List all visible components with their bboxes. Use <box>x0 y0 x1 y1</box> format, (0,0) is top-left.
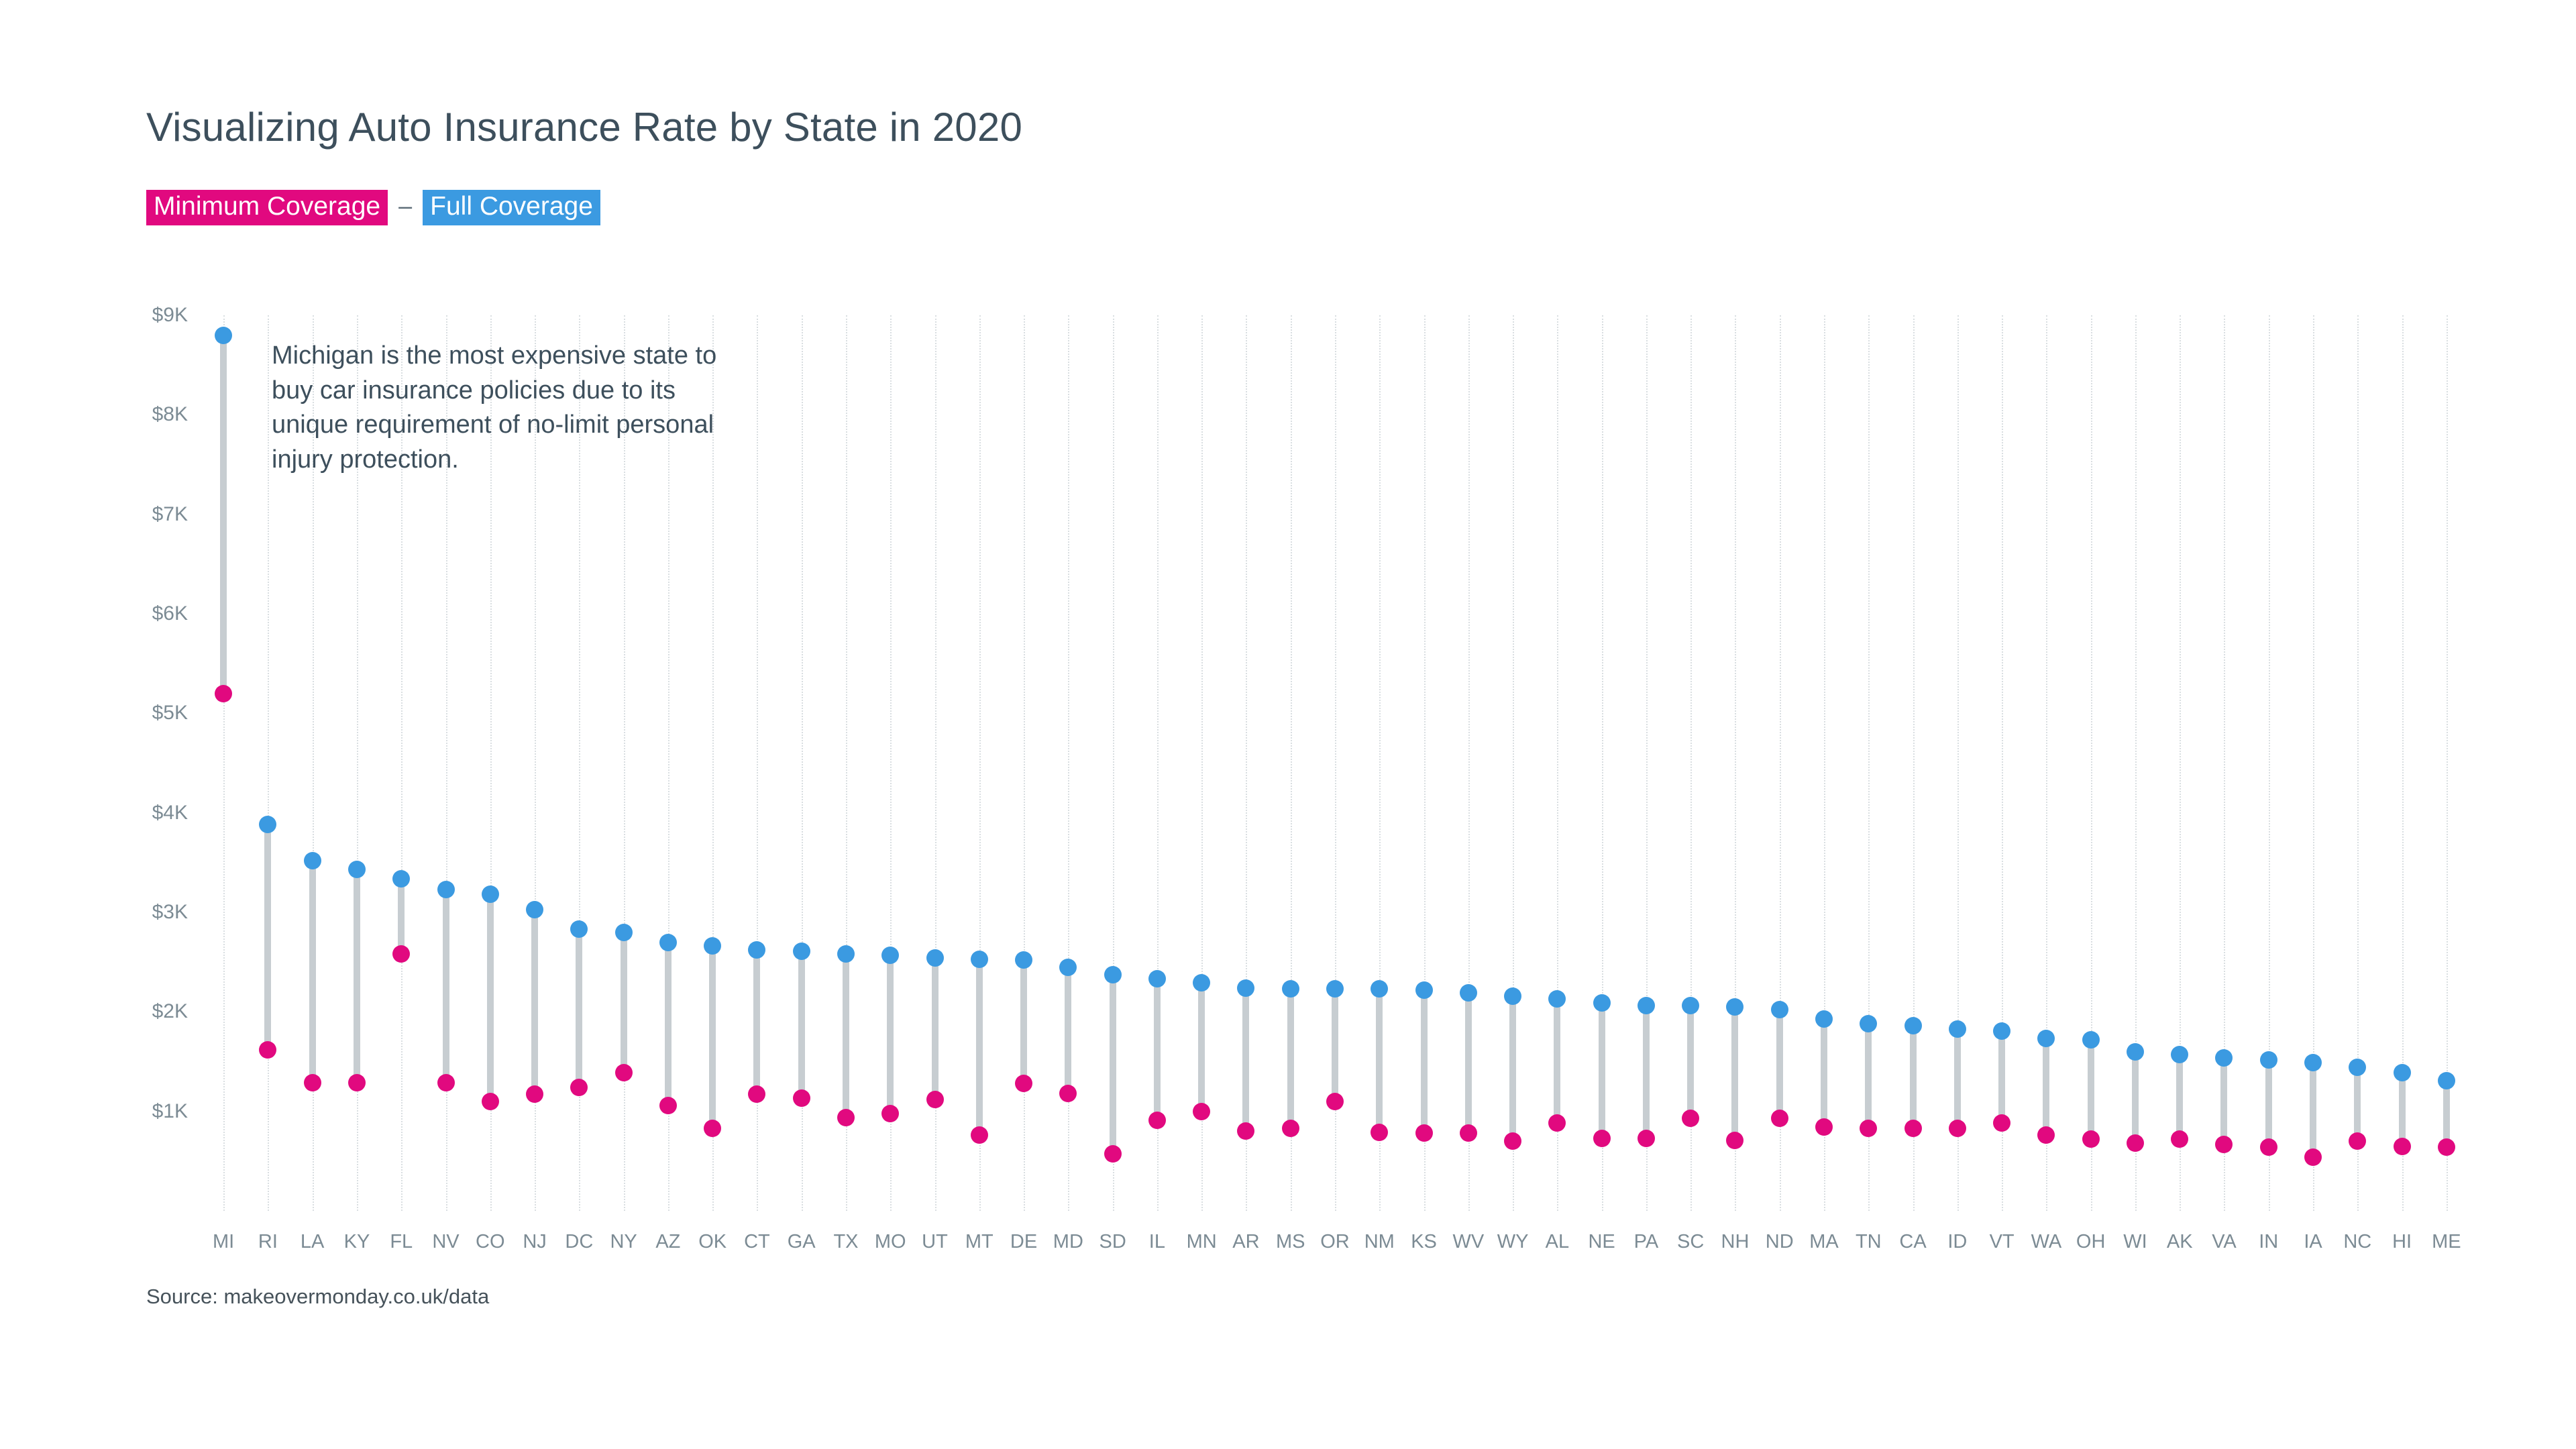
data-point-full-coverage[interactable] <box>1726 998 1743 1016</box>
x-axis-tick-label: IA <box>2304 1231 2322 1252</box>
legend-separator: – <box>398 191 413 219</box>
data-point-full-coverage[interactable] <box>215 327 232 344</box>
x-axis-tick-label: VA <box>2212 1231 2237 1252</box>
data-point-minimum-coverage[interactable] <box>971 1126 988 1144</box>
x-axis-tick-label: MS <box>1275 1231 1305 1252</box>
data-point-full-coverage[interactable] <box>1237 979 1254 997</box>
range-connector <box>2265 1060 2272 1148</box>
data-point-minimum-coverage[interactable] <box>1193 1103 1210 1120</box>
data-point-full-coverage[interactable] <box>1104 966 1122 983</box>
data-point-minimum-coverage[interactable] <box>1593 1130 1611 1147</box>
data-point-minimum-coverage[interactable] <box>1682 1110 1699 1127</box>
x-axis-tick-label: SD <box>1099 1231 1126 1252</box>
data-point-full-coverage[interactable] <box>2394 1064 2411 1081</box>
data-point-full-coverage[interactable] <box>926 949 944 967</box>
data-point-minimum-coverage[interactable] <box>1371 1124 1388 1141</box>
data-point-minimum-coverage[interactable] <box>1326 1093 1344 1110</box>
range-connector <box>843 954 849 1117</box>
range-connector <box>621 932 627 1073</box>
category-gridline <box>268 315 269 1211</box>
x-axis-tick-label: SC <box>1677 1231 1705 1252</box>
data-point-minimum-coverage[interactable] <box>659 1097 677 1114</box>
data-point-minimum-coverage[interactable] <box>2037 1126 2055 1144</box>
data-point-full-coverage[interactable] <box>1059 959 1077 976</box>
data-point-minimum-coverage[interactable] <box>392 945 410 963</box>
range-connector <box>1376 989 1383 1132</box>
data-point-minimum-coverage[interactable] <box>881 1105 899 1122</box>
range-connector <box>1954 1029 1961 1128</box>
y-axis-tick-label: $2K <box>152 1000 188 1023</box>
range-connector <box>1865 1024 1872 1128</box>
data-point-full-coverage[interactable] <box>1771 1001 1788 1018</box>
data-point-minimum-coverage[interactable] <box>837 1109 855 1126</box>
range-connector <box>1821 1019 1827 1128</box>
data-point-minimum-coverage[interactable] <box>615 1064 633 1081</box>
data-point-full-coverage[interactable] <box>2260 1051 2277 1069</box>
chart-legend <box>146 190 600 225</box>
x-axis-tick-label: PA <box>1633 1231 1659 1252</box>
data-point-full-coverage[interactable] <box>1548 990 1566 1008</box>
range-connector <box>2176 1055 2183 1139</box>
x-axis-tick-label: NY <box>610 1231 637 1252</box>
x-axis-tick-label: CA <box>1899 1231 1927 1252</box>
data-point-minimum-coverage[interactable] <box>437 1074 455 1091</box>
data-point-full-coverage[interactable] <box>837 945 855 963</box>
range-connector <box>709 946 716 1128</box>
y-axis-tick-label: $1K <box>152 1099 188 1122</box>
data-point-full-coverage[interactable] <box>259 816 276 833</box>
data-point-minimum-coverage[interactable] <box>1815 1118 1833 1136</box>
y-axis-tick-label: $7K <box>152 502 188 525</box>
data-point-full-coverage[interactable] <box>1949 1020 1966 1038</box>
range-connector <box>2220 1058 2227 1144</box>
range-connector <box>887 955 894 1114</box>
source-note: Source: makeovermonday.co.uk/data <box>146 1285 490 1308</box>
x-axis-tick-label: DC <box>565 1231 594 1252</box>
data-point-minimum-coverage[interactable] <box>1237 1122 1254 1140</box>
range-connector <box>309 861 316 1083</box>
data-point-minimum-coverage[interactable] <box>704 1120 721 1137</box>
x-axis-tick-label: NE <box>1588 1231 1615 1252</box>
data-point-full-coverage[interactable] <box>2171 1046 2188 1063</box>
data-point-full-coverage[interactable] <box>1593 994 1611 1012</box>
range-connector <box>1998 1031 2005 1124</box>
data-point-full-coverage[interactable] <box>392 870 410 888</box>
data-point-minimum-coverage[interactable] <box>1548 1114 1566 1132</box>
range-connector <box>2132 1052 2139 1143</box>
data-point-full-coverage[interactable] <box>526 901 543 918</box>
range-connector <box>2088 1040 2094 1139</box>
data-point-minimum-coverage[interactable] <box>2260 1138 2277 1156</box>
x-axis-tick-label: LA <box>300 1231 325 1252</box>
x-axis-tick-label: WI <box>2123 1231 2147 1252</box>
x-axis-tick-label: HI <box>2392 1231 2412 1252</box>
y-axis-tick-label: $6K <box>152 602 188 625</box>
range-connector <box>976 959 983 1136</box>
data-point-full-coverage[interactable] <box>704 937 721 955</box>
data-point-full-coverage[interactable] <box>1148 970 1166 987</box>
data-point-minimum-coverage[interactable] <box>926 1091 944 1108</box>
range-connector <box>1465 993 1472 1133</box>
x-axis-tick-label: MT <box>965 1231 994 1252</box>
x-axis-tick-label: AR <box>1232 1231 1260 1252</box>
data-point-minimum-coverage[interactable] <box>1860 1120 1877 1137</box>
data-point-minimum-coverage[interactable] <box>1904 1120 1922 1137</box>
x-axis-tick-label: ND <box>1765 1231 1794 1252</box>
data-point-full-coverage[interactable] <box>1815 1010 1833 1028</box>
range-connector <box>398 879 405 955</box>
range-connector <box>1599 1003 1605 1138</box>
range-connector <box>576 929 582 1087</box>
data-point-full-coverage[interactable] <box>1860 1015 1877 1032</box>
data-point-full-coverage[interactable] <box>1371 980 1388 998</box>
data-point-full-coverage[interactable] <box>437 881 455 898</box>
range-connector <box>798 951 805 1099</box>
x-axis-tick-label: IL <box>1148 1231 1165 1252</box>
data-point-minimum-coverage[interactable] <box>1104 1145 1122 1163</box>
data-point-full-coverage[interactable] <box>570 920 588 938</box>
y-axis-tick-label: $9K <box>152 304 188 326</box>
data-point-minimum-coverage[interactable] <box>1726 1132 1743 1149</box>
y-axis-tick-label: $4K <box>152 801 188 824</box>
data-point-minimum-coverage[interactable] <box>2349 1132 2366 1150</box>
range-connector <box>531 910 538 1095</box>
range-connector <box>1154 979 1161 1120</box>
range-connector <box>2310 1063 2316 1157</box>
x-axis-tick-label: NV <box>432 1231 460 1252</box>
data-point-minimum-coverage[interactable] <box>1415 1124 1433 1142</box>
data-point-full-coverage[interactable] <box>1638 997 1655 1014</box>
range-connector <box>443 890 449 1083</box>
annotation-text: Michigan is the most expensive state to buy car insurance policies due to its unique requirement of no-limit personal injury protection. <box>272 341 717 474</box>
range-connector <box>1554 999 1560 1123</box>
x-axis-tick-label: MD <box>1053 1231 1083 1252</box>
range-connector <box>1687 1006 1694 1118</box>
data-point-full-coverage[interactable] <box>1015 951 1032 969</box>
x-axis-tick-label: UT <box>922 1231 948 1252</box>
x-axis-tick-label: MO <box>874 1231 906 1252</box>
data-point-minimum-coverage[interactable] <box>1993 1114 2010 1132</box>
data-point-full-coverage[interactable] <box>1326 980 1344 998</box>
data-point-full-coverage[interactable] <box>748 941 765 959</box>
data-point-minimum-coverage[interactable] <box>1282 1120 1299 1137</box>
data-point-full-coverage[interactable] <box>971 951 988 968</box>
y-axis-tick-label: $5K <box>152 702 188 724</box>
x-axis-tick-label: MI <box>213 1231 235 1252</box>
data-point-minimum-coverage[interactable] <box>1015 1075 1032 1092</box>
x-axis-tick-label: IN <box>2259 1231 2279 1252</box>
x-axis-tick-label: ME <box>2432 1231 2461 1252</box>
data-point-full-coverage[interactable] <box>1282 980 1299 998</box>
data-point-full-coverage[interactable] <box>348 861 366 878</box>
x-axis-tick-label: OR <box>1320 1231 1350 1252</box>
y-axis-tick-label: $8K <box>152 403 188 426</box>
x-axis-tick-label: WV <box>1452 1231 1485 1252</box>
range-connector <box>2443 1081 2450 1147</box>
range-connector <box>1198 983 1205 1111</box>
x-axis-tick-label: AZ <box>655 1231 681 1252</box>
data-point-minimum-coverage[interactable] <box>2171 1130 2188 1148</box>
range-connector <box>1776 1010 1783 1118</box>
data-point-full-coverage[interactable] <box>2304 1054 2322 1071</box>
data-point-minimum-coverage[interactable] <box>793 1089 810 1107</box>
x-axis-tick-label: KS <box>1411 1231 1437 1252</box>
data-point-full-coverage[interactable] <box>2438 1072 2455 1089</box>
data-point-full-coverage[interactable] <box>1460 984 1477 1002</box>
page-title: Visualizing Auto Insurance Rate by State in 2020 <box>146 105 1023 150</box>
y-axis-tick-label: $3K <box>152 901 188 923</box>
data-point-minimum-coverage[interactable] <box>2082 1130 2100 1148</box>
data-point-minimum-coverage[interactable] <box>304 1074 321 1091</box>
data-point-full-coverage[interactable] <box>2127 1043 2144 1061</box>
data-point-full-coverage[interactable] <box>2037 1030 2055 1047</box>
data-point-minimum-coverage[interactable] <box>570 1079 588 1096</box>
data-point-full-coverage[interactable] <box>2215 1049 2233 1067</box>
data-point-minimum-coverage[interactable] <box>2215 1136 2233 1153</box>
data-point-full-coverage[interactable] <box>482 885 499 903</box>
x-axis-tick-label: VT <box>1989 1231 2015 1252</box>
data-point-minimum-coverage[interactable] <box>1504 1132 1521 1150</box>
range-connector <box>932 958 938 1099</box>
data-point-minimum-coverage[interactable] <box>1059 1085 1077 1102</box>
x-axis-tick-label: DE <box>1010 1231 1038 1252</box>
range-connector <box>264 824 271 1049</box>
x-axis-tick-label: NC <box>2343 1231 2372 1252</box>
x-axis-tick-label: WY <box>1497 1231 1529 1252</box>
x-axis-tick-label: ID <box>1947 1231 1968 1252</box>
x-axis-tick-label: KY <box>343 1231 370 1252</box>
x-axis-tick-label: CT <box>744 1231 770 1252</box>
range-connector <box>220 335 227 694</box>
data-point-minimum-coverage[interactable] <box>482 1093 499 1110</box>
range-connector <box>354 869 360 1082</box>
data-point-minimum-coverage[interactable] <box>2394 1138 2411 1155</box>
data-point-full-coverage[interactable] <box>659 934 677 951</box>
data-point-minimum-coverage[interactable] <box>526 1085 543 1103</box>
range-connector <box>1020 960 1027 1083</box>
data-point-minimum-coverage[interactable] <box>1148 1112 1166 1129</box>
data-point-full-coverage[interactable] <box>1504 987 1521 1005</box>
x-axis-tick-label: NM <box>1364 1231 1395 1252</box>
range-connector <box>487 894 494 1102</box>
data-point-full-coverage[interactable] <box>1904 1017 1922 1034</box>
x-axis-tick-label: MA <box>1809 1231 1839 1252</box>
range-connector <box>1242 988 1249 1132</box>
x-axis-tick-label: MN <box>1186 1231 1217 1252</box>
range-connector <box>1065 967 1071 1093</box>
data-point-minimum-coverage[interactable] <box>1460 1124 1477 1142</box>
range-connector <box>665 943 672 1106</box>
x-axis-tick-label: NJ <box>523 1231 547 1252</box>
data-point-full-coverage[interactable] <box>2349 1059 2366 1076</box>
data-point-full-coverage[interactable] <box>881 947 899 964</box>
x-axis-tick-label: AL <box>1545 1231 1570 1252</box>
x-axis-tick-label: AK <box>2166 1231 2193 1252</box>
range-connector <box>1110 975 1116 1154</box>
x-axis-tick-label: FL <box>390 1231 413 1252</box>
data-point-full-coverage[interactable] <box>793 943 810 960</box>
range-connector <box>1731 1007 1738 1140</box>
range-connector <box>1910 1026 1917 1128</box>
data-point-minimum-coverage[interactable] <box>2127 1134 2144 1152</box>
x-axis-tick-label: WA <box>2031 1231 2062 1252</box>
x-axis-tick-label: NH <box>1721 1231 1750 1252</box>
x-axis-tick-label: OK <box>698 1231 727 1252</box>
range-connector <box>2043 1038 2049 1135</box>
range-connector <box>2354 1067 2361 1141</box>
x-axis-tick-label: RI <box>258 1231 278 1252</box>
x-axis-tick-label: TN <box>1855 1231 1882 1252</box>
range-connector <box>1332 989 1338 1102</box>
legend-item-full-coverage[interactable]: Full Coverage <box>423 190 600 225</box>
data-point-full-coverage[interactable] <box>1193 974 1210 991</box>
data-point-full-coverage[interactable] <box>2082 1031 2100 1049</box>
range-connector <box>2399 1073 2406 1146</box>
data-point-minimum-coverage[interactable] <box>259 1041 276 1059</box>
data-point-minimum-coverage[interactable] <box>1949 1120 1966 1137</box>
data-point-full-coverage[interactable] <box>304 852 321 869</box>
data-point-full-coverage[interactable] <box>1682 997 1699 1014</box>
x-axis-tick-label: OH <box>2076 1231 2106 1252</box>
data-point-full-coverage[interactable] <box>615 924 633 941</box>
x-axis-tick-label: CO <box>476 1231 505 1252</box>
data-point-full-coverage[interactable] <box>1415 981 1433 999</box>
x-axis-tick-label: GA <box>787 1231 816 1252</box>
x-axis-tick-label: TX <box>833 1231 859 1252</box>
data-point-minimum-coverage[interactable] <box>2438 1138 2455 1156</box>
data-point-minimum-coverage[interactable] <box>348 1074 366 1091</box>
data-point-minimum-coverage[interactable] <box>1771 1110 1788 1127</box>
range-connector <box>1421 990 1428 1134</box>
legend-item-minimum-coverage[interactable]: Minimum Coverage <box>146 190 388 225</box>
range-connector <box>1509 996 1516 1142</box>
data-point-minimum-coverage[interactable] <box>748 1085 765 1103</box>
data-point-minimum-coverage[interactable] <box>215 685 232 702</box>
data-point-full-coverage[interactable] <box>1993 1022 2010 1040</box>
range-connector <box>753 950 760 1094</box>
range-connector <box>1287 989 1294 1128</box>
data-point-minimum-coverage[interactable] <box>2304 1148 2322 1166</box>
range-connector <box>1643 1006 1650 1138</box>
data-point-minimum-coverage[interactable] <box>1638 1130 1655 1147</box>
